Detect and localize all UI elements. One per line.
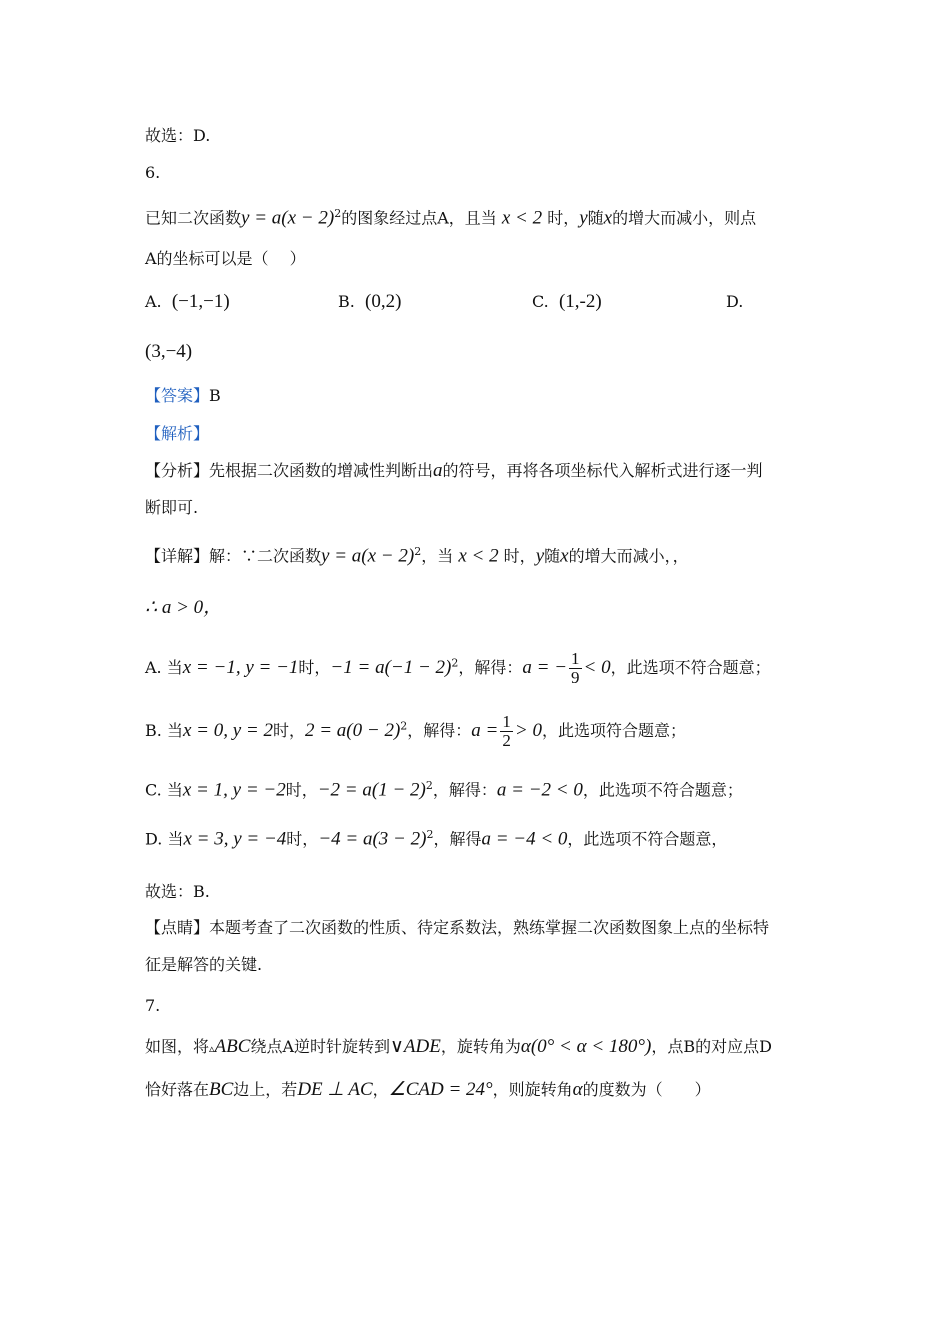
option-d-value: (3,−4) bbox=[145, 341, 193, 362]
option-d-letter: D. bbox=[726, 292, 744, 311]
question-6-stem-line2: A的坐标可以是（ ） bbox=[145, 249, 306, 268]
case-d: D. 当x = 3, y = −4时，$-4 = a(3 - 2)^2$，解得a = −4 < 0，此选项不符合题意， bbox=[145, 828, 728, 850]
question-7-line1: 如图，将▵ABC绕点A逆时针旋转到∨ADE，旋转角为α(0° < α < 180°)，点B的对应点D bbox=[145, 1036, 772, 1057]
xiangjie-line: 【详解】解：∵二次函数$y = a(x - 2)^2$，当 x < 2 时，y随x的增大而减小，， bbox=[145, 545, 689, 567]
dianjing-line1: 【点睛】本题考查了二次函数的性质、待定系数法，熟练掌握二次函数图象上点的坐标特 bbox=[145, 918, 770, 937]
option-a: A. (−1,−1) bbox=[145, 291, 230, 312]
case-a: A. 当x = −1, y = −1时，$-1 = a(-1 - 2)^2$，解得：a = − $\frac{1}{9}$ < 0，此选项不符合题意； bbox=[145, 649, 771, 687]
function-expression: y = a(x − 2) bbox=[241, 207, 335, 229]
question-7-line2: 恰好落在BC边上，若DE ⊥ AC，∠CAD = 24°，则旋转角α的度数为（ ） bbox=[145, 1079, 711, 1100]
option-b: B. (0,2) bbox=[338, 291, 402, 312]
answer-line bbox=[145, 385, 221, 407]
question-7-number: 7. bbox=[145, 996, 161, 1015]
question-6-stem-line1: 已知二次函数$y = a(x - 2)^2$的图象经过点A，且当 x < 2 时，y随x的增大而减小，则点 bbox=[145, 207, 757, 229]
fraction: $\frac{1}{9}$ bbox=[571, 649, 580, 687]
dianjing-line2: 征是解答的关键. bbox=[145, 955, 263, 974]
q6-conclusion: 故选：B. bbox=[145, 882, 210, 901]
fraction: $\frac{1}{2}$ bbox=[502, 712, 511, 750]
case-b: B. 当x = 0, y = 2时，$2 = a(0 - 2)^2$，解得：a = $\frac{1}{2}$ > 0，此选项符合题意； bbox=[145, 712, 686, 750]
analysis-tag: 【解析】 bbox=[145, 424, 210, 443]
answer-tag: 【答案】 bbox=[145, 386, 210, 405]
prev-conclusion: 故选：D. bbox=[145, 126, 211, 145]
answer-value: B bbox=[209, 386, 221, 405]
question-6-number: 6. bbox=[145, 163, 161, 182]
therefore-line: ∴ a > 0， bbox=[145, 597, 223, 618]
case-c: C. 当x = 1, y = −2时，$-2 = a(1 - 2)^2$，解得：a = −2 < 0，此选项不符合题意； bbox=[145, 779, 743, 801]
fenxi-line1: 【分析】先根据二次函数的增减性判断出a的符号，再将各项坐标代入解析式进行逐一判 bbox=[145, 460, 763, 481]
option-c: C. (1,-2) bbox=[532, 291, 602, 312]
fenxi-line2: 断即可. bbox=[145, 498, 199, 517]
